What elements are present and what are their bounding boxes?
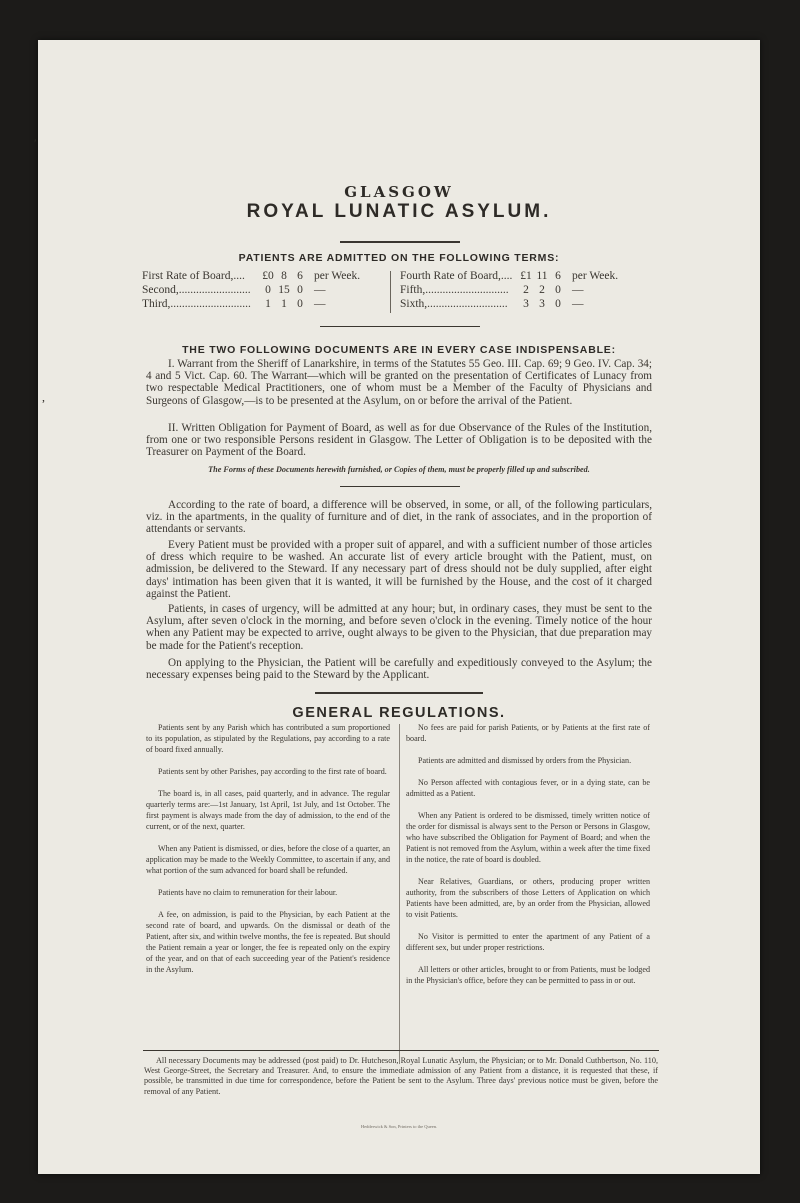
documents-note: The Forms of these Documents herewith furnished, or Copies of them, must be properly filled up and subscribed.	[208, 465, 590, 474]
documents-heading: THE TWO FOLLOWING DOCUMENTS ARE IN EVERY CASE INDISPENSABLE:	[182, 344, 616, 356]
regulation-item: Near Relatives, Guardians, or others, producing proper written authority, from the subscribers of those Letters of Application on which Patients have been admitted, are, by an order from the Physician, allowed to visit Patients.	[406, 877, 650, 919]
rate-row: Fifth,............................. 2 2 0 —	[400, 284, 584, 296]
body-paragraph-apparel: Every Patient must be provided with a proper suit of apparel, and with a sufficient number of those articles of dress which require to be washed. An accurate list of every article brought with the Patient, must, on admission, be delivered to the Steward. If any necessary part of dress should not be duly supplied, after eight days' intimation has been given that it is wanted, it will be furnished by the House, and the cost of it charged against the Patient.	[146, 539, 652, 600]
regulation-item: No Person affected with contagious fever, or in a dying state, can be admitted as a Patient.	[406, 778, 650, 798]
regulation-item: Patients sent by any Parish which has contributed a sum proportioned to its population, as stipulated by the Regulations, pay according to a rate of board fixed annually.	[146, 723, 390, 754]
rate-row: Second,......................... 0 15 0 —	[142, 284, 326, 296]
rates-divider	[390, 271, 391, 313]
printer-imprint: Hedderwick & Son, Printers to the Queen.	[360, 1124, 438, 1129]
regulation-item: Patients are admitted and dismissed by orders from the Physician.	[418, 756, 632, 765]
regulation-item: When any Patient is dismissed, or dies, before the close of a quarter, an application may be made to the Weekly Committee, to ascertain if any, and what portion of the sum advanced for board shall be refunded.	[146, 844, 390, 875]
regulations-divider	[399, 724, 400, 1064]
body-paragraph-rates: According to the rate of board, a difference will be observed, in some, or all, of the following particulars, viz. in the apartments, in the quality of furniture and of diet, in the rank of associates, and in the proportion of attendants or servants.	[146, 499, 652, 536]
body-paragraph-conveyance: On applying to the Physician, the Patient will be carefully and expeditiously conveyed to the Asylum; the necessary expenses being paid to the Steward by the Applicant.	[146, 657, 652, 682]
regulation-item: The board is, in all cases, paid quarterly, and in advance. The regular quarterly terms are:—1st January, 1st April, 1st July, and 1st October. The first payment is always made from the day of admission, to the end of the current, or of the next, quarter.	[146, 789, 390, 831]
regulation-item: Patients sent by other Parishes, pay according to the first rate of board.	[158, 767, 387, 776]
regulations-left-column	[146, 722, 390, 986]
body-rule	[315, 692, 483, 694]
regulation-item: When any Patient is ordered to be dismissed, timely written notice of the order for dismissal is always sent to the Person or Persons in Glasgow, who have subscribed the Obligation for Payment of Board; and when the Patient is not removed from the Asylum, within a week after the time fixed in the notice, the rate of board is doubled.	[406, 811, 650, 864]
footer-rule	[143, 1050, 659, 1051]
terms-heading: PATIENTS ARE ADMITTED ON THE FOLLOWING TERMS:	[238, 252, 560, 264]
regulation-item: No Visitor is permitted to enter the apartment of any Patient of a different sex, but under proper restrictions.	[406, 932, 650, 952]
rates-right	[400, 269, 630, 311]
rate-row: Third,............................ 1 1 0 —	[142, 298, 326, 310]
footer-notice: All necessary Documents may be addressed (post paid) to Dr. Hutcheson, Royal Lunatic Asylum, the Physician; or to Mr. Donald Cuthbertson, No. 110, West George-Street, the Secretary and Treasurer. And, to ensure the immediate admission of any Patient from a distance, it is requested that these, if possible, be transmitted in due time for correspondence, before the Patient be sent to the Asylum. Three days' previous notice must be given, before the removal of any Patient.	[144, 1056, 658, 1096]
document-title: ROYAL LUNATIC ASYLUM.	[246, 201, 552, 222]
body-paragraph-admission: Patients, in cases of urgency, will be admitted at any hour; but, in ordinary cases, they must be sent to the Asylum, after seven o'clock in the morning, and before seven o'clock in the evening. Timely notice of the hour when any Patient may be expected to arrive, ought always to be given to the Physician, that due preparation may be made for the Patient's reception.	[146, 603, 652, 652]
margin-mark: ′	[34, 136, 37, 150]
margin-mark: ,	[42, 390, 45, 404]
document-sheet	[34, 40, 760, 1174]
city-heading: GLASGOW	[344, 183, 454, 201]
title-rule	[340, 241, 460, 243]
rate-row: Fourth Rate of Board,.... £1 11 6 per Week.	[400, 270, 619, 282]
documents-rule	[340, 486, 460, 487]
regulations-heading: GENERAL REGULATIONS.	[292, 705, 506, 721]
regulations-right-column	[406, 722, 650, 997]
rate-row: Sixth,............................ 3 3 0 —	[400, 298, 584, 310]
regulation-item: A fee, on admission, is paid to the Physician, by each Patient at the second rate of board, and upwards. On the dismissal or death of the Patient, after six, and within twelve months, the fee is repeated. But should the Patient remain a year or longer, the fee is repeated only on the expiry of the year, and on that of each succeeding year of the Patient's residence in the Asylum.	[146, 910, 390, 974]
rate-row: First Rate of Board,.... £0 8 6 per Week.	[142, 270, 361, 282]
rates-left	[142, 269, 372, 311]
regulation-item: Patients have no claim to remuneration for their labour.	[158, 888, 338, 897]
document-item-obligation: II. Written Obligation for Payment of Board, as well as for due Observance of the Rules of the Institution, from one or two responsible Persons resident in Glasgow. The Letter of Obligation is to be deposited with the Treasurer on Payment of the Board.	[146, 422, 652, 459]
regulation-item: All letters or other articles, brought to or from Patients, must be lodged in the Physician's office, before they can be permitted to pass in or out.	[406, 965, 650, 985]
terms-rule	[320, 326, 480, 327]
document-item-warrant: I. Warrant from the Sheriff of Lanarkshire, in terms of the Statutes 55 Geo. III. Cap. 69; 9 Geo. IV. Cap. 34; 4 and 5 Vict. Cap. 60. The Warrant—which will be granted on the presentation of Certificates of Lunacy from two respectable Medical Practitioners, one of whom must be a Member of the Faculty of Physicians and Surgeons of Glasgow,—is to be presented at the Asylum, on or before the arrival of the Patient.	[146, 358, 652, 407]
regulation-item: No fees are paid for parish Patients, or by Patients at the first rate of board.	[406, 723, 650, 743]
